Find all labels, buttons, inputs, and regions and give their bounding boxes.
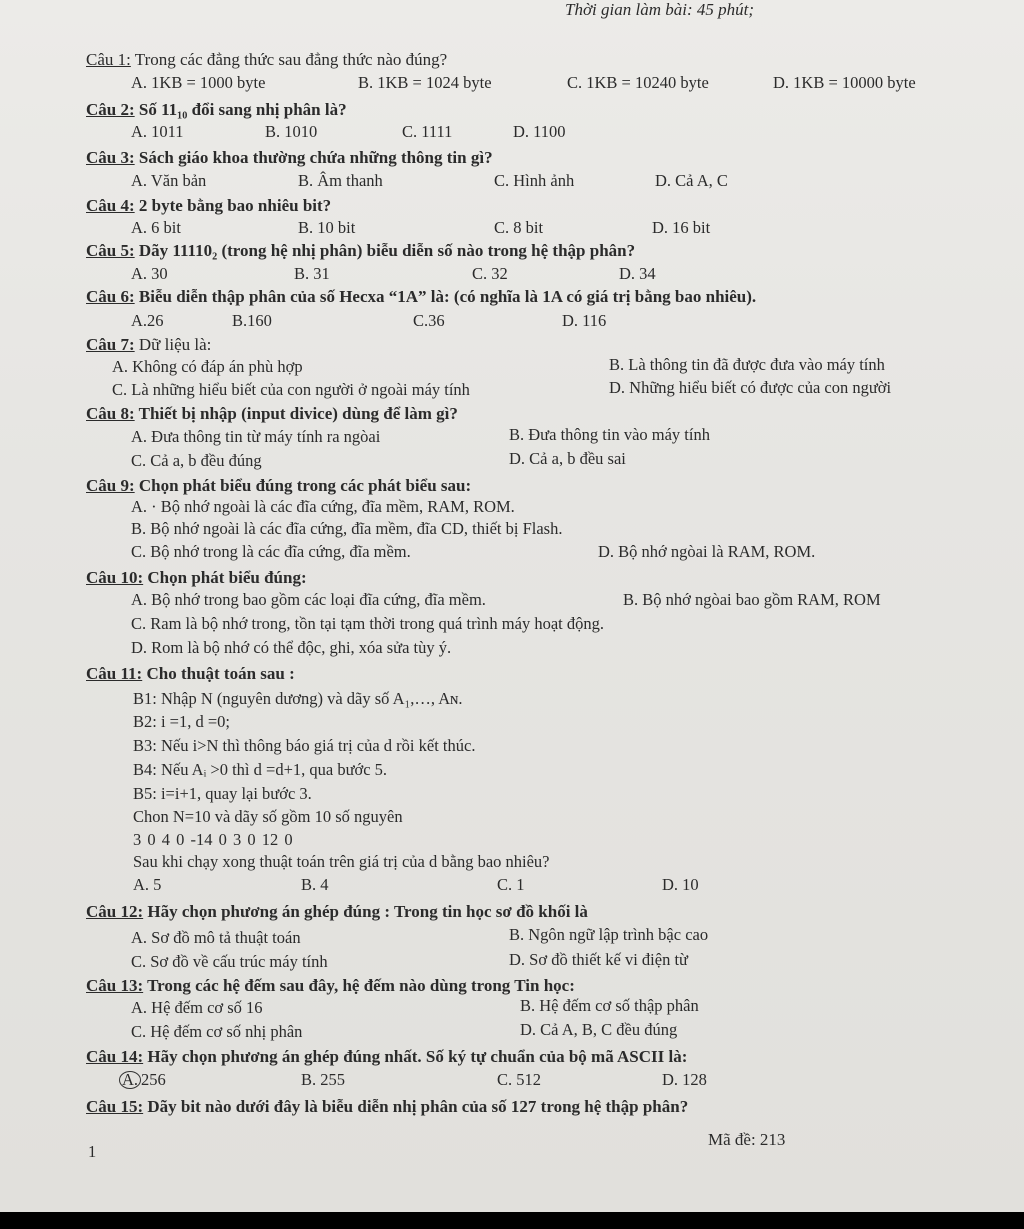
q3-option-a: A. Văn bản bbox=[131, 171, 207, 190]
question-14 bbox=[86, 1047, 687, 1067]
algorithm-step-1: B1: Nhập N (nguyên dương) và dãy số A₁,…, Aɴ. bbox=[133, 689, 463, 708]
q12-option-b: B. Ngôn ngữ lập trình bậc cao bbox=[509, 925, 709, 944]
q10-option-b: B. Bộ nhớ ngòai bao gồm RAM, ROM bbox=[623, 590, 881, 609]
q6-option-b: B.160 bbox=[232, 311, 272, 330]
question-text: Dãy 11110₂ (trong hệ nhị phân) biễu diễn số nào trong hệ thập phân? bbox=[134, 241, 636, 260]
question-number: Câu 11: bbox=[86, 664, 143, 683]
q4-option-c: C. 8 bit bbox=[494, 218, 544, 237]
question-number: Câu 13: bbox=[86, 976, 144, 995]
q6-option-c: C.36 bbox=[413, 311, 445, 330]
page-number: 1 bbox=[88, 1142, 97, 1161]
q1-option-c: C. 1KB = 10240 byte bbox=[567, 73, 709, 92]
algorithm-step-3: B3: Nếu i>N thì thông báo giá trị của d rồi kết thúc. bbox=[133, 736, 476, 755]
number-sequence: 3 0 4 0 -14 0 3 0 12 0 bbox=[133, 830, 293, 849]
q11-option-b: B. 4 bbox=[301, 875, 329, 894]
question-5 bbox=[86, 241, 635, 261]
q9-option-c: C. Bộ nhớ trong là các đĩa cứng, đĩa mềm. bbox=[131, 542, 411, 561]
q4-option-d: D. 16 bit bbox=[652, 218, 711, 237]
question-12 bbox=[86, 902, 588, 922]
q10-option-c: C. Ram là bộ nhớ trong, tồn tại tạm thời trong quá trình máy hoạt động. bbox=[131, 614, 604, 633]
question-text: Số 11₁₀ đổi sang nhị phân là? bbox=[134, 100, 347, 119]
q5-option-d: D. 34 bbox=[619, 264, 656, 283]
question-15 bbox=[86, 1097, 688, 1117]
q1-option-b: B. 1KB = 1024 byte bbox=[358, 73, 492, 92]
q1-option-a: A. 1KB = 1000 byte bbox=[131, 73, 266, 92]
question-13 bbox=[86, 976, 575, 996]
q14-option-b: B. 255 bbox=[301, 1070, 346, 1089]
question-text: Sách giáo khoa thường chứa những thông tin gì? bbox=[134, 148, 493, 167]
q14-option-d: D. 128 bbox=[662, 1070, 707, 1089]
q7-option-c: C. Là những hiểu biết của con người ở ngoài máy tính bbox=[112, 380, 470, 399]
question-number: Câu 2: bbox=[86, 100, 135, 119]
q13-option-d: D. Cả A, B, C đều đúng bbox=[520, 1020, 678, 1039]
q14-option-a-value: 256 bbox=[141, 1070, 166, 1089]
question-number: Câu 1: bbox=[86, 50, 131, 69]
question-text: Biễu diễn thập phân của số Hecxa “1A” là: (có nghĩa là 1A có giá trị bằng bao nhiêu). bbox=[134, 287, 757, 306]
q6-option-a: A.26 bbox=[131, 311, 164, 330]
algorithm-step-4: B4: Nếu Aᵢ >0 thì d =d+1, qua bước 5. bbox=[133, 760, 388, 779]
q10-option-d: D. Rom là bộ nhớ có thể độc, ghi, xóa sửa tùy ý. bbox=[131, 638, 452, 657]
q14-option-a bbox=[119, 1070, 166, 1090]
q12-option-a: A. Sơ đồ mô tả thuật toán bbox=[131, 928, 301, 947]
q6-option-d: D. 116 bbox=[562, 311, 607, 330]
q12-option-c: C. Sơ đồ về cấu trúc máy tính bbox=[131, 952, 328, 971]
exam-code: Mã đề: 213 bbox=[708, 1130, 786, 1149]
question-8 bbox=[86, 404, 458, 424]
q7-option-b: B. Là thông tin đã được đưa vào máy tính bbox=[609, 355, 885, 374]
q13-option-b: B. Hệ đếm cơ số thập phân bbox=[520, 996, 699, 1015]
question-11 bbox=[86, 664, 295, 684]
question-number: Câu 7: bbox=[86, 335, 135, 354]
q5-option-a: A. 30 bbox=[131, 264, 168, 283]
question-number: Câu 9: bbox=[86, 476, 135, 495]
q4-option-a: A. 6 bit bbox=[131, 218, 181, 237]
q1-option-d: D. 1KB = 10000 byte bbox=[773, 73, 916, 92]
q5-option-b: B. 31 bbox=[294, 264, 330, 283]
q7-option-a: A. Không có đáp án phù hợp bbox=[112, 357, 303, 376]
question-text: Dãy bit nào dưới đây là biễu diễn nhị phân của số 127 trong hệ thập phân? bbox=[143, 1097, 689, 1116]
algorithm-input: Chon N=10 và dãy số gồm 10 số nguyên bbox=[133, 807, 403, 826]
question-text: Chọn phát biểu đúng trong các phát biểu sau: bbox=[134, 476, 472, 495]
q9-option-b: B. Bộ nhớ ngoài là các đĩa cứng, đĩa mềm, đĩa CD, thiết bị Flash. bbox=[131, 519, 563, 538]
question-text: Cho thuật toán sau : bbox=[142, 664, 295, 683]
question-number: Câu 6: bbox=[86, 287, 135, 306]
algorithm-step-5: B5: i=i+1, quay lại bước 3. bbox=[133, 784, 312, 803]
q11-option-d: D. 10 bbox=[662, 875, 699, 894]
question-10 bbox=[86, 568, 307, 588]
question-4 bbox=[86, 196, 331, 216]
q8-option-a: A. Đưa thông tin từ máy tính ra ngòai bbox=[131, 427, 381, 446]
q13-option-c: C. Hệ đếm cơ số nhị phân bbox=[131, 1022, 303, 1041]
algorithm-question: Sau khi chạy xong thuật toán trên giá trị của d bằng bao nhiêu? bbox=[133, 852, 550, 871]
circled-answer-mark: A. bbox=[119, 1071, 141, 1089]
bottom-shadow-bar bbox=[0, 1212, 1024, 1229]
q2-option-d: D. 1100 bbox=[513, 122, 566, 141]
question-text: Dữ liệu là: bbox=[134, 335, 212, 354]
question-7 bbox=[86, 335, 211, 355]
q7-option-d: D. Những hiểu biết có được của con người bbox=[609, 378, 892, 397]
q2-option-c: C. 1111 bbox=[402, 122, 453, 141]
question-3 bbox=[86, 148, 493, 168]
q9-option-d: D. Bộ nhớ ngòai là RAM, ROM. bbox=[598, 542, 816, 561]
question-number: Câu 14: bbox=[86, 1047, 144, 1066]
q14-option-c: C. 512 bbox=[497, 1070, 542, 1089]
q3-option-d: D. Cả A, C bbox=[655, 171, 728, 190]
q3-option-c: C. Hình ảnh bbox=[494, 171, 575, 190]
question-number: Câu 3: bbox=[86, 148, 135, 167]
question-text: Trong các đẳng thức sau đẳng thức nào đúng? bbox=[130, 50, 448, 69]
q11-option-a: A. 5 bbox=[133, 875, 162, 894]
question-number: Câu 15: bbox=[86, 1097, 144, 1116]
q2-option-b: B. 1010 bbox=[265, 122, 318, 141]
question-text: Trong các hệ đếm sau đây, hệ đếm nào dùng trong Tin học: bbox=[143, 976, 575, 995]
question-2 bbox=[86, 100, 347, 120]
question-1 bbox=[86, 50, 447, 70]
q9-option-a: A. · Bộ nhớ ngoài là các đĩa cứng, đĩa mềm, RAM, ROM. bbox=[131, 497, 515, 516]
question-number: Câu 5: bbox=[86, 241, 135, 260]
question-text: Chọn phát biểu đúng: bbox=[143, 568, 307, 587]
question-text: 2 byte bằng bao nhiêu bit? bbox=[134, 196, 332, 215]
q8-option-c: C. Cả a, b đều đúng bbox=[131, 451, 262, 470]
question-number: Câu 4: bbox=[86, 196, 135, 215]
q8-option-d: D. Cả a, b đều sai bbox=[509, 449, 626, 468]
algorithm-step-2: B2: i =1, d =0; bbox=[133, 712, 230, 731]
q2-option-a: A. 1011 bbox=[131, 122, 184, 141]
q4-option-b: B. 10 bit bbox=[298, 218, 356, 237]
q11-option-c: C. 1 bbox=[497, 875, 525, 894]
question-number: Câu 12: bbox=[86, 902, 144, 921]
q8-option-b: B. Đưa thông tin vào máy tính bbox=[509, 425, 710, 444]
question-6 bbox=[86, 287, 756, 307]
question-9 bbox=[86, 476, 471, 496]
question-number: Câu 8: bbox=[86, 404, 135, 423]
q13-option-a: A. Hệ đếm cơ số 16 bbox=[131, 998, 263, 1017]
q10-option-a: A. Bộ nhớ trong bao gồm các loại đĩa cứng, đĩa mềm. bbox=[131, 590, 486, 609]
question-text: Thiết bị nhập (input divice) dùng để làm gì? bbox=[134, 404, 458, 423]
q5-option-c: C. 32 bbox=[472, 264, 508, 283]
question-text: Hãy chọn phương án ghép đúng nhất. Số ký tự chuẩn của bộ mã ASCII là: bbox=[143, 1047, 688, 1066]
q12-option-d: D. Sơ đồ thiết kế vi điện từ bbox=[509, 950, 688, 969]
q3-option-b: B. Âm thanh bbox=[298, 171, 383, 190]
question-text: Hãy chọn phương án ghép đúng : Trong tin học sơ đồ khối là bbox=[143, 902, 588, 921]
time-limit: Thời gian làm bài: 45 phút; bbox=[565, 0, 754, 19]
question-number: Câu 10: bbox=[86, 568, 144, 587]
